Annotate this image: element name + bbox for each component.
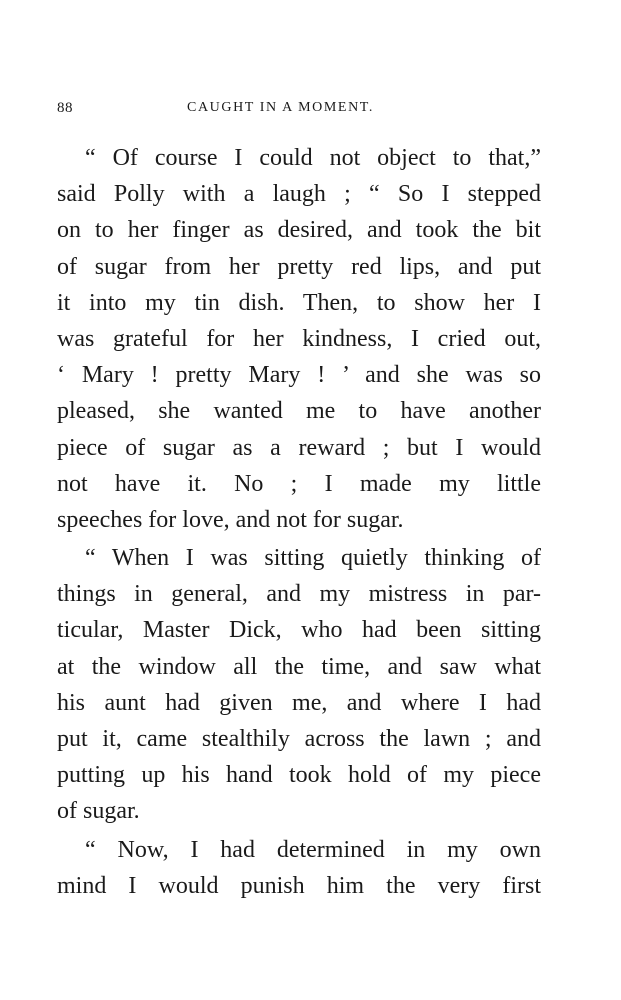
text-line: put it, came stealthily across the lawn ; and [57,726,541,752]
text-line: ticular, Master Dick, who had been sitting [57,617,541,644]
text-line: said Polly with a laugh ; “ So I stepped [57,181,541,208]
text-line: at the window all the time, and saw what [57,653,541,680]
text-line: “ When I was sitting quietly thinking of [85,545,541,572]
body-text [57,140,541,904]
text-line: piece of sugar as a reward ; but I would [57,434,541,461]
text-line: things in general, and my mistress in par- [57,581,541,608]
page-number: 88 [57,100,73,116]
text-line: “ Now, I had determined in my own [85,836,541,863]
text-line: speeches for love, and not for sugar. [57,506,404,533]
text-line: of sugar. [57,798,140,825]
running-head: CAUGHT IN A MOMENT. [187,100,374,115]
text-line: putting up his hand took hold of my piece [57,762,541,789]
page-header [57,100,547,122]
text-line: mind I would punish him the very first [57,872,541,899]
text-line: of sugar from her pretty red lips, and put [57,253,541,280]
text-line: ‘ Mary ! pretty Mary ! ’ and she was so [57,362,541,389]
text-line: on to her finger as desired, and took the bit [57,217,541,244]
text-line: pleased, she wanted me to have another [57,398,541,425]
text-line: it into my tin dish. Then, to show her I [57,289,541,316]
text-line: his aunt had given me, and where I had [57,689,541,716]
text-line: “ Of course I could not object to that,” [85,145,541,171]
text-line: not have it. No ; I made my little [57,470,541,497]
text-line: was grateful for her kindness, I cried out, [57,325,541,352]
